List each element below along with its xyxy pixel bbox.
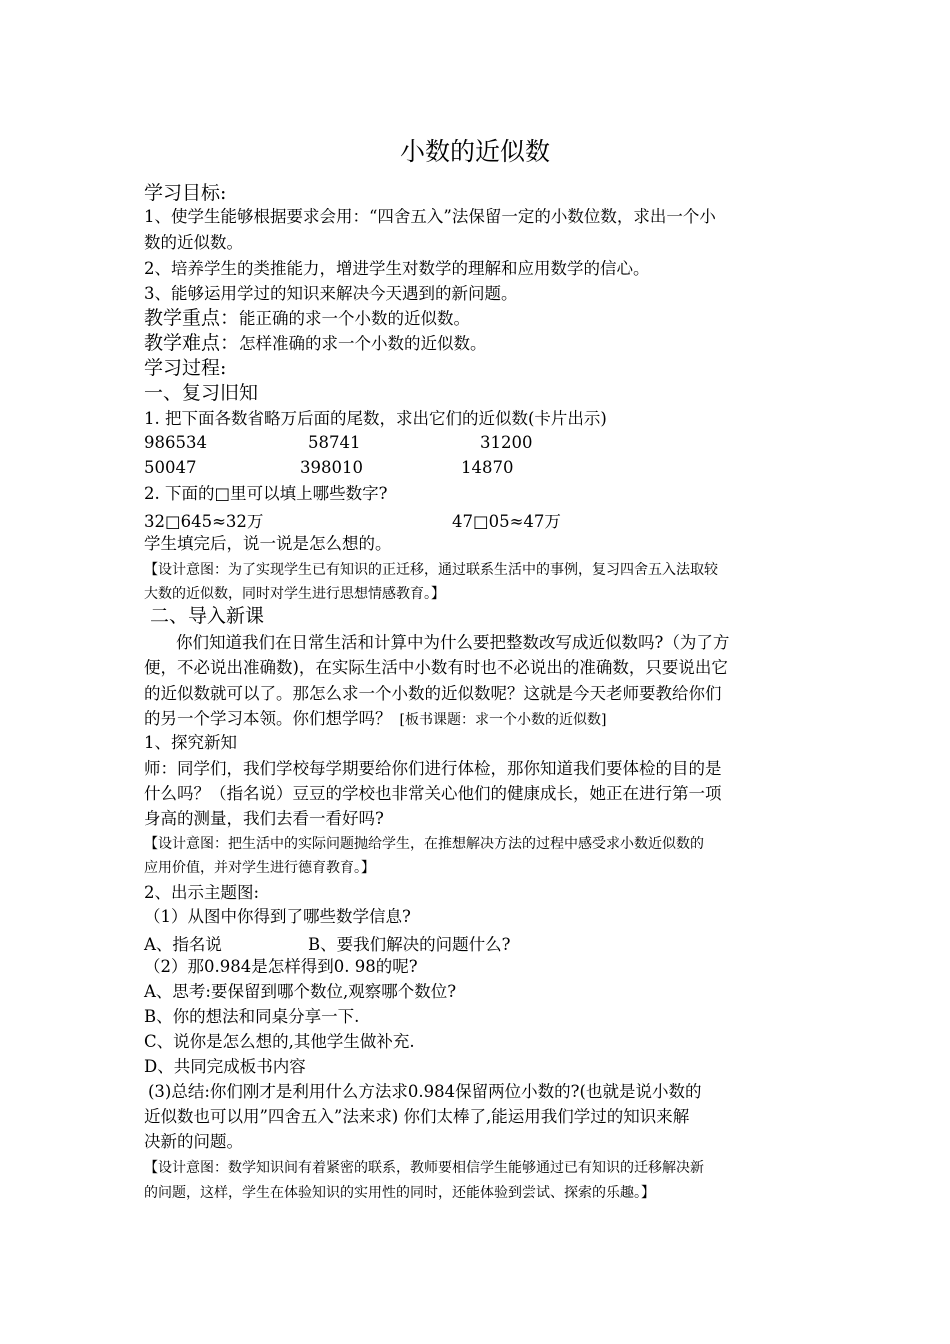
goal-1-line-2: 数的近似数。 (144, 233, 243, 252)
key-point-text: 能正确的求一个小数的近似数。 (239, 309, 471, 328)
design-note-1-line-1: 【设计意图：为了实现学生已有知识的正迁移，通过联系生活中的事例，复习四舍五入法取较 (144, 562, 718, 578)
num-986534: 986534 (144, 433, 207, 452)
part-1-b: B、要我们解决的问题什么? (308, 935, 511, 954)
goal-3: 3、能够运用学过的知识来解决今天遇到的新问题。 (144, 284, 518, 303)
goal-1-line-1: 1、使学生能够根据要求会用：“四舍五入”法保留一定的小数位数，求出一个小 (144, 207, 716, 226)
teacher-line-1: 师：同学们，我们学校每学期要给你们进行体检，那你知道我们要体检的目的是 (144, 759, 722, 778)
question-2: 2. 下面的□里可以填上哪些数字? (144, 484, 388, 503)
part-3-line-2: 近似数也可以用”四舍五入”法来求) 你们太棒了,能运用我们学过的知识来解 (144, 1107, 690, 1126)
part-2-d: D、共同完成板书内容 (144, 1057, 306, 1076)
difficult-point-label: 教学难点： (144, 332, 240, 354)
design-note-2-line-1: 【设计意图：把生活中的实际问题抛给学生，在推想解决方法的过程中感受求小数近似数的 (144, 836, 704, 852)
part-2-b: B、你的想法和同桌分享一下. (144, 1007, 360, 1026)
show-picture: 2、出示主题图: (144, 883, 260, 902)
design-note-1-line-2: 大数的近似数，同时对学生进行思想情感教育。】 (144, 586, 445, 602)
teacher-line-2: 什么吗？（指名说）豆豆的学校也非常关心他们的健康成长，她正在进行第一项 (144, 784, 722, 803)
difficult-point-text: 怎样准确的求一个小数的近似数。 (239, 334, 487, 353)
part-1: （1）从图中你得到了哪些数学信息? (144, 907, 411, 926)
after-fill: 学生填完后，说一说是怎么想的。 (144, 534, 392, 553)
part-2: （2）那0.984是怎样得到0. 98的呢? (144, 957, 418, 976)
question-1: 1. 把下面各数省略万后面的尾数，求出它们的近似数(卡片出示) (144, 409, 607, 428)
intro-line-1: 你们知道我们在日常生活和计算中为什么要把整数改写成近似数吗?（为了方 (176, 633, 730, 652)
num-14870: 14870 (461, 458, 514, 477)
part-2-a: A、思考:要保留到哪个数位,观察哪个数位? (144, 982, 457, 1001)
q2-right: 47□05≈47万 (452, 512, 561, 531)
part-2-c: C、说你是怎么想的,其他学生做补充. (144, 1032, 415, 1051)
design-note-2-line-2: 应用价值，并对学生进行德育教育。】 (144, 860, 375, 876)
part-1-a: A、指名说 (144, 935, 222, 954)
section-2-heading: 二、导入新课 (150, 605, 265, 627)
num-50047: 50047 (144, 458, 197, 477)
difficult-point (144, 332, 487, 355)
key-point (144, 307, 470, 330)
q2-left: 32□645≈32万 (144, 512, 264, 531)
section-1-heading: 一、复习旧知 (144, 382, 259, 404)
intro-line-4-text: 的另一个学习本领。你们想学吗？ (144, 709, 392, 728)
num-58741: 58741 (308, 433, 361, 452)
explore-heading: 1、探究新知 (144, 733, 237, 752)
part-3-line-1: (3)总结:你们刚才是利用什么方法求0.984保留两位小数的?(也就是说小数的 (148, 1082, 702, 1101)
num-31200: 31200 (480, 433, 533, 452)
design-note-3-line-2: 的问题，这样，学生在体验知识的实用性的同时，还能体验到尝试、探索的乐趣。】 (144, 1185, 655, 1201)
key-point-label: 教学重点： (144, 307, 240, 329)
design-note-3-line-1: 【设计意图：数学知识间有着紧密的联系，教师要相信学生能够通过已有知识的迁移解决新 (144, 1160, 704, 1176)
intro-line-4 (144, 708, 606, 731)
goal-2: 2、培养学生的类推能力，增进学生对数学的理解和应用数学的信心。 (144, 259, 650, 278)
goals-heading: 学习目标: (144, 182, 227, 204)
intro-line-3: 的近似数就可以了。那怎么求一个小数的近似数呢？这就是今天老师要教给你们 (144, 684, 722, 703)
board-title-note: [板书课题：求一个小数的近似数] (399, 712, 607, 728)
part-3-line-3: 决新的问题。 (144, 1132, 243, 1151)
teacher-line-3: 身高的测量，我们去看一看好吗? (144, 809, 384, 828)
process-heading: 学习过程: (144, 357, 227, 379)
page-title: 小数的近似数 (399, 137, 550, 166)
num-398010: 398010 (300, 458, 363, 477)
intro-line-2: 便，不必说出准确数)，在实际生活中小数有时也不必说出的准确数，只要说出它 (144, 658, 728, 677)
